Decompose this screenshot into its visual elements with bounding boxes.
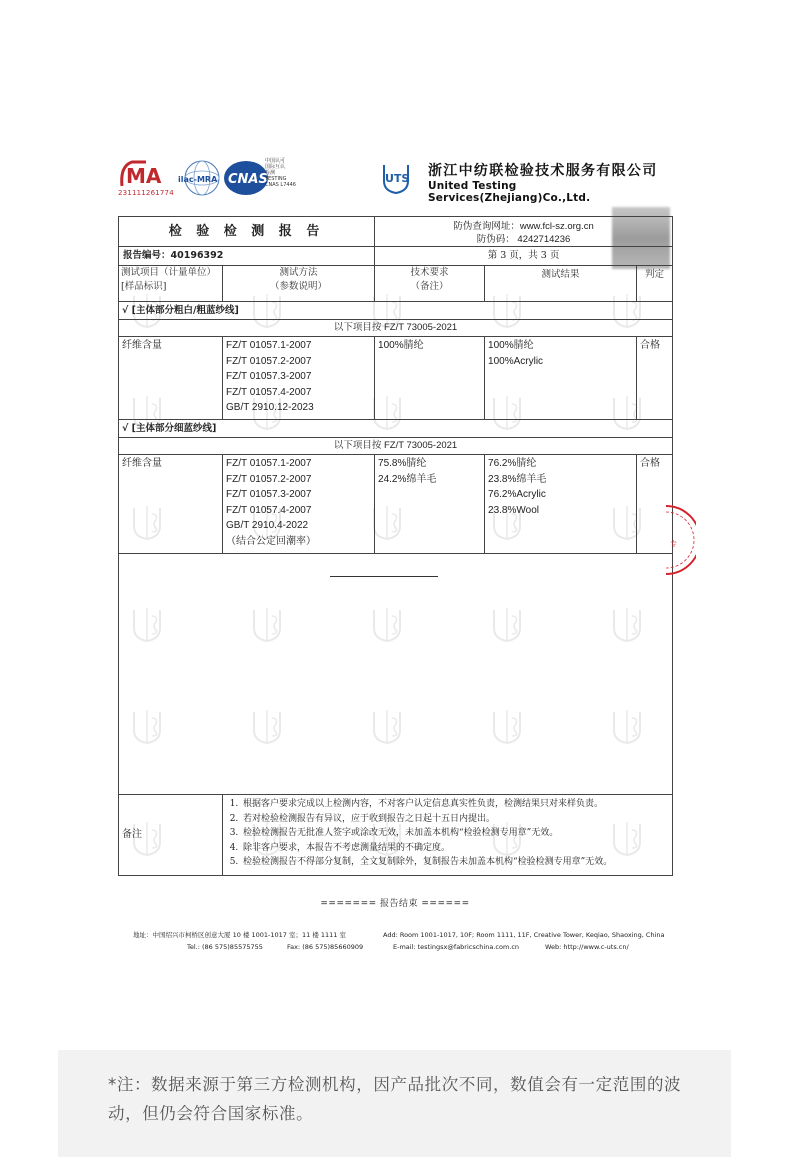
note-text: 若对检验检测报告有异议，应于收到报告之日起十五日内提出。 xyxy=(243,813,496,824)
uts-text: UTS xyxy=(385,172,410,185)
cnas-caption-line: 检测 xyxy=(265,170,276,176)
cnas-caption-line: 中国认可 xyxy=(265,158,286,164)
note-item xyxy=(225,841,670,856)
table-row xyxy=(119,337,673,420)
telephone: Tel.: (86 575)85575755 xyxy=(187,943,263,951)
report-table xyxy=(118,216,672,876)
svg-text:专: 专 xyxy=(670,540,677,548)
requirement-line: 75.8%腈纶 xyxy=(378,458,427,469)
uts-logo-icon xyxy=(378,157,414,197)
cnas-caption-line: 国际互认 xyxy=(265,164,286,170)
address-en: Add: Room 1001-1017, 10F; Room 1111, 11F, Creative Tower, Keqiao, Shaoxing, China xyxy=(383,931,665,939)
ma-code: 231111261774 xyxy=(118,189,174,197)
col-header-verdict: 判定 xyxy=(637,266,673,302)
note-item xyxy=(225,812,670,827)
blank-area xyxy=(119,554,673,795)
section-standard: 以下项目按 FZ/T 73005-2021 xyxy=(119,320,673,337)
report-title: 检 验 检 测 报 告 xyxy=(119,217,375,247)
note-number: 3. xyxy=(229,828,239,838)
result-line: 76.2%Acrylic xyxy=(488,489,546,500)
note-number: 4. xyxy=(229,842,239,853)
verify-url: 防伪查询网址：www.fcl-sz.org.cn xyxy=(453,221,594,232)
address-cn: 地址：中国绍兴市柯桥区创意大厦 10 楼 1001-1017 室；11 楼 1111 室 xyxy=(133,931,346,939)
test-item: 纤维含量 xyxy=(119,455,223,554)
note-item xyxy=(225,826,670,841)
col-header-text: 技术要求 xyxy=(410,267,449,278)
result-line: 100%Acrylic xyxy=(488,355,544,367)
col-header-result: 测试结果 xyxy=(485,266,637,302)
table-row xyxy=(119,455,673,554)
verify-code: 防伪码： 4242714236 xyxy=(476,234,571,245)
note-number: 5. xyxy=(229,857,239,867)
ilac-mra-logo xyxy=(176,158,224,198)
method-line: GB/T 2910.12-2023 xyxy=(226,402,314,413)
note-text: 检验检测报告无批准人签字或涂改无效，未加盖本机构“检验检测专用章”无效。 xyxy=(243,828,559,838)
method-line: FZ/T 01057.2-2007 xyxy=(226,473,312,485)
col-header-text: 测试方法 xyxy=(279,267,318,278)
section-divider xyxy=(330,576,438,577)
footnote-box xyxy=(58,1050,731,1157)
col-header-text: （备注） xyxy=(410,281,449,292)
note-text: 根据客户要求完成以上检测内容，不对客户认定信息真实性负责，检测结果只对来样负责。 xyxy=(243,799,604,809)
cnas-text: CNAS xyxy=(228,172,268,187)
company-name-cn: 浙江中纺联检验技术服务有限公司 xyxy=(428,163,658,179)
anti-fake-info xyxy=(375,217,673,247)
note-text: 除非客户要求，本报告不考虑测量结果的不确定度。 xyxy=(243,842,451,853)
section-title: √ [主体部分细蓝纱线] xyxy=(119,420,673,438)
note-number: 2. xyxy=(229,813,239,824)
col-header-text: 测试项目（计量单位） xyxy=(121,267,217,278)
method-line: FZ/T 01057.3-2007 xyxy=(226,489,312,500)
method-line: FZ/T 01057.3-2007 xyxy=(226,371,312,382)
requirement-line: 100%腈纶 xyxy=(378,340,424,351)
test-methods xyxy=(223,337,375,420)
col-header-text: [样品标识] xyxy=(121,281,167,292)
page-info: 第 3 页，共 3 页 xyxy=(375,247,673,266)
website-link[interactable]: Web: http://www.c-uts.cn/ xyxy=(545,943,629,951)
company-name-en: United Testing Services(Zhejiang)Co.,Ltd. xyxy=(428,180,591,204)
results xyxy=(485,337,637,420)
result-line: 23.8%Wool xyxy=(488,504,539,516)
requirement-line: 24.2%绵羊毛 xyxy=(378,473,437,485)
notes-list xyxy=(223,795,673,876)
col-header-requirement xyxy=(375,266,485,302)
requirements xyxy=(375,337,485,420)
cnas-caption-line: TESTING xyxy=(265,176,287,182)
cnas-caption-line: CNAS L7446 xyxy=(265,182,296,188)
method-line: FZ/T 01057.4-2007 xyxy=(226,386,312,398)
verdict: 合格 xyxy=(637,455,673,554)
note-text: 检验检测报告不得部分复制，全文复制除外，复制报告未加盖本机构“检验检测专用章”无效。 xyxy=(243,857,613,867)
address-block xyxy=(133,929,673,953)
test-methods xyxy=(223,455,375,554)
method-line: GB/T 2910.4-2022 xyxy=(226,520,309,531)
method-line: FZ/T 01057.1-2007 xyxy=(226,458,312,469)
verdict: 合格 xyxy=(637,337,673,420)
ilac-text: ilac-MRA xyxy=(178,175,218,184)
note-item xyxy=(225,855,670,870)
method-line: FZ/T 01057.1-2007 xyxy=(226,340,312,351)
official-stamp xyxy=(636,500,696,580)
method-line: （结合公定回潮率） xyxy=(226,535,316,547)
test-item: 纤维含量 xyxy=(119,337,223,420)
note-number: 1. xyxy=(229,799,239,809)
result-line: 76.2%腈纶 xyxy=(488,458,537,469)
requirements xyxy=(375,455,485,554)
company-header xyxy=(378,157,678,204)
result-line: 23.8%绵羊毛 xyxy=(488,473,547,485)
result-line: 100%腈纶 xyxy=(488,340,534,351)
section-title: √ [主体部分粗白/粗蓝纱线] xyxy=(119,302,673,320)
col-header-method xyxy=(223,266,375,302)
fax: Fax: (86 575)85660909 xyxy=(287,943,364,951)
cnas-caption xyxy=(265,158,325,188)
method-line: FZ/T 01057.4-2007 xyxy=(226,504,312,516)
method-line: FZ/T 01057.2-2007 xyxy=(226,355,312,367)
ma-mark: MA xyxy=(126,164,162,188)
section-standard: 以下项目按 FZ/T 73005-2021 xyxy=(119,438,673,455)
footnote-text: *注：数据来源于第三方检测机构，因产品批次不同，数值会有一定范围的波动，但仍会符合国家标准。 xyxy=(108,1075,682,1123)
report-number: 报告编号：40196392 xyxy=(119,247,375,266)
report-end: ======= 报告结束 ====== xyxy=(320,899,470,909)
certification-logos xyxy=(118,156,318,202)
note-item xyxy=(225,797,670,812)
results xyxy=(485,455,637,554)
notes-label: 备注 xyxy=(119,795,223,876)
col-header-item xyxy=(119,266,223,302)
email-link[interactable]: E-mail: testingsx@fabricschina.com.cn xyxy=(393,943,520,951)
col-header-text: （参数说明） xyxy=(270,281,328,292)
